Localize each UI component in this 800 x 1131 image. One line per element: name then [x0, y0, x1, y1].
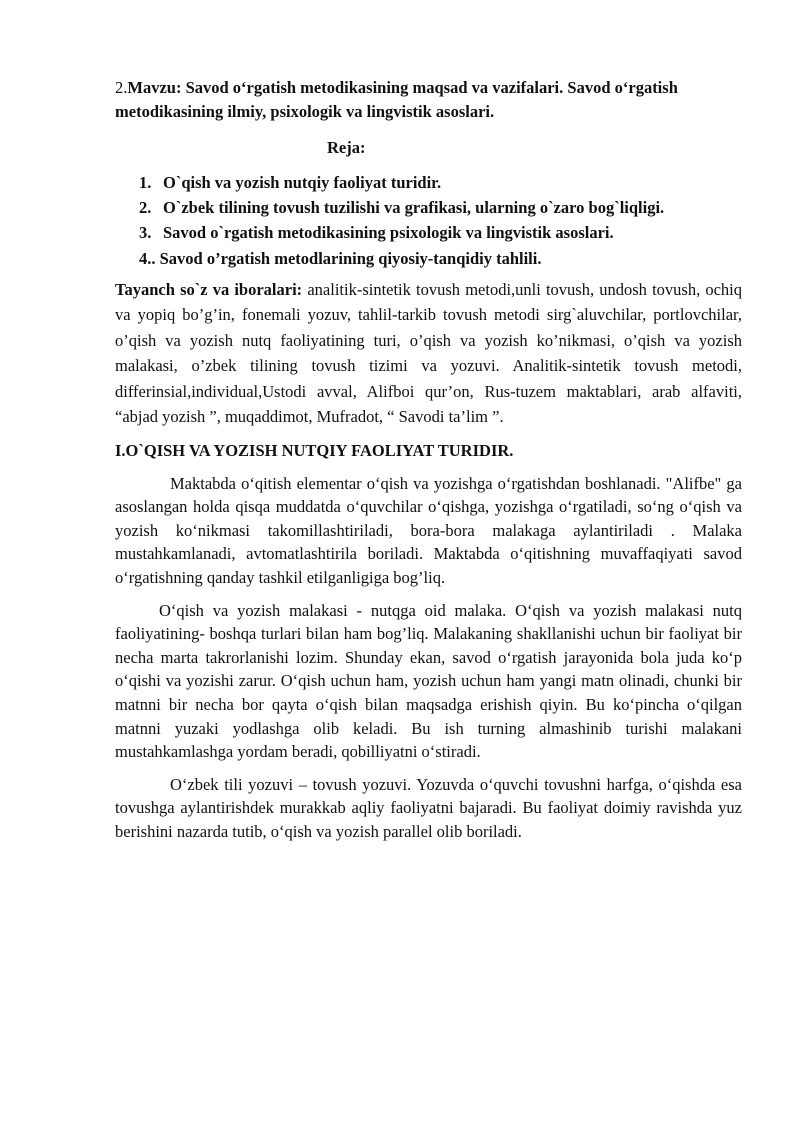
body-paragraph: O‘qish va yozish malakasi - nutqga oid malaka. O‘qish va yozish malakasi nutq faoliyatining- boshqa turlari bilan ham bog’liq. Malakaning shakllanishi uchun bir faoliyat bir necha marta takrorlanishi lozim. Shunday ekan, savod o‘rgatish jarayonida bola juda ko‘p o‘qishi va yozishi zarur. O‘qish uchun ham, yozish uchun ham yangi matn olinadi, chunki bir matnni bir necha bor qayta o‘qish bilan maqsadga erishish qiyin. Bu ko‘pincha o‘qilgan matnni yuzaki yodlashga olib keladi. Bu ish turning almashinib turishi malakani mustahkamlashga yordam beradi, qobilliyatni o‘stiradi.: [115, 600, 742, 762]
plan-item-text: O`qish va yozish nutqiy faoliyat turidir.: [163, 172, 442, 192]
title-number: 2.: [115, 78, 128, 97]
plan-item-number: 2.: [139, 198, 152, 218]
plan-item: [139, 246, 742, 271]
plan-item: [139, 170, 742, 195]
body-paragraph: O‘zbek tili yozuvi – tovush yozuvi. Yozuvda o‘quvchi tovushni harfga, o‘qishda esa tovushga aylantirishdek murakkab aqliy faoliyatni bajaradi. Bu faoliyat doimiy ravishda yuz berishini nazarda tutib, o‘qish va yozish parallel olib boriladi.: [115, 774, 742, 841]
keywords-text: analitik-sintetik tovush metodi,unli tovush, undosh tovush, ochiq va yopiq bo’g’in, fonemali yozuv, tahlil-tarkib tovush metodi sirg`aluvchilar, portlovchilar, o’qish va yozish nutq faoliyatining turi, o’qish va yozish ko’nikmasi, o’qish va yozish malakasi, o’zbek tilining tovush tizimi va yozuvi. Analitik-sintetik tovush metodi, differinsial,individual,Ustodi avval, Alifboi qur’on, Rus-tuzem maktablari, arab alfaviti, “abjad yozish ”, muqaddimot, Mufradot, “ Savodi ta’lim ”.: [115, 279, 743, 427]
plan-item-number: 4..: [139, 248, 156, 268]
plan-list: [115, 170, 742, 271]
plan-item: [139, 195, 742, 220]
plan-item-text: O`zbek tilining tovush tuzilishi va grafikasi, ularning o`zaro bog`liqligi.: [163, 198, 665, 218]
plan-item-text: Savod o’rgatish metodlarining qiyosiy-tanqidiy tahlili.: [155, 248, 542, 268]
keywords-label: Tayanch so`z va iboralari:: [115, 279, 303, 299]
keywords-paragraph: [115, 277, 742, 430]
title-text: Mavzu: Savod o‘rgatish metodikasining maqsad va vazifalari. Savod o‘rgatish metodikasining ilmiy, psixologik va lingvistik asoslari.: [115, 78, 678, 121]
document-page: [115, 76, 742, 852]
section-heading: I.O`QISH VA YOZISH NUTQIY FAOLIYAT TURIDIR.: [115, 440, 514, 460]
plan-heading: Reja:: [327, 138, 366, 158]
body-paragraph: Maktabda o‘qitish elementar o‘qish va yozishga o‘rgatishdan boshlanadi. "Alifbe" ga asoslangan holda qisqa muddatda o‘quvchilar o‘qishga, yozishga o‘rgatiladi, so‘ng o‘qish va yozish ko‘nikmasi takomillashtiriladi, bora-bora malakaga aylantiriladi . Malaka mustahkamlanadi, avtomatlashtirila boriladi. Maktabda o‘qitishning muvaffaqiyati savod o‘rgatishning qanday tashkil etilganligiga bog’liq.: [115, 473, 742, 587]
plan-item: [139, 220, 742, 245]
plan-item-text: Savod o`rgatish metodikasining psixologik va lingvistik asoslari.: [163, 223, 614, 243]
plan-item-number: 1.: [139, 172, 152, 192]
document-title: [115, 76, 742, 123]
plan-item-number: 3.: [139, 223, 152, 243]
